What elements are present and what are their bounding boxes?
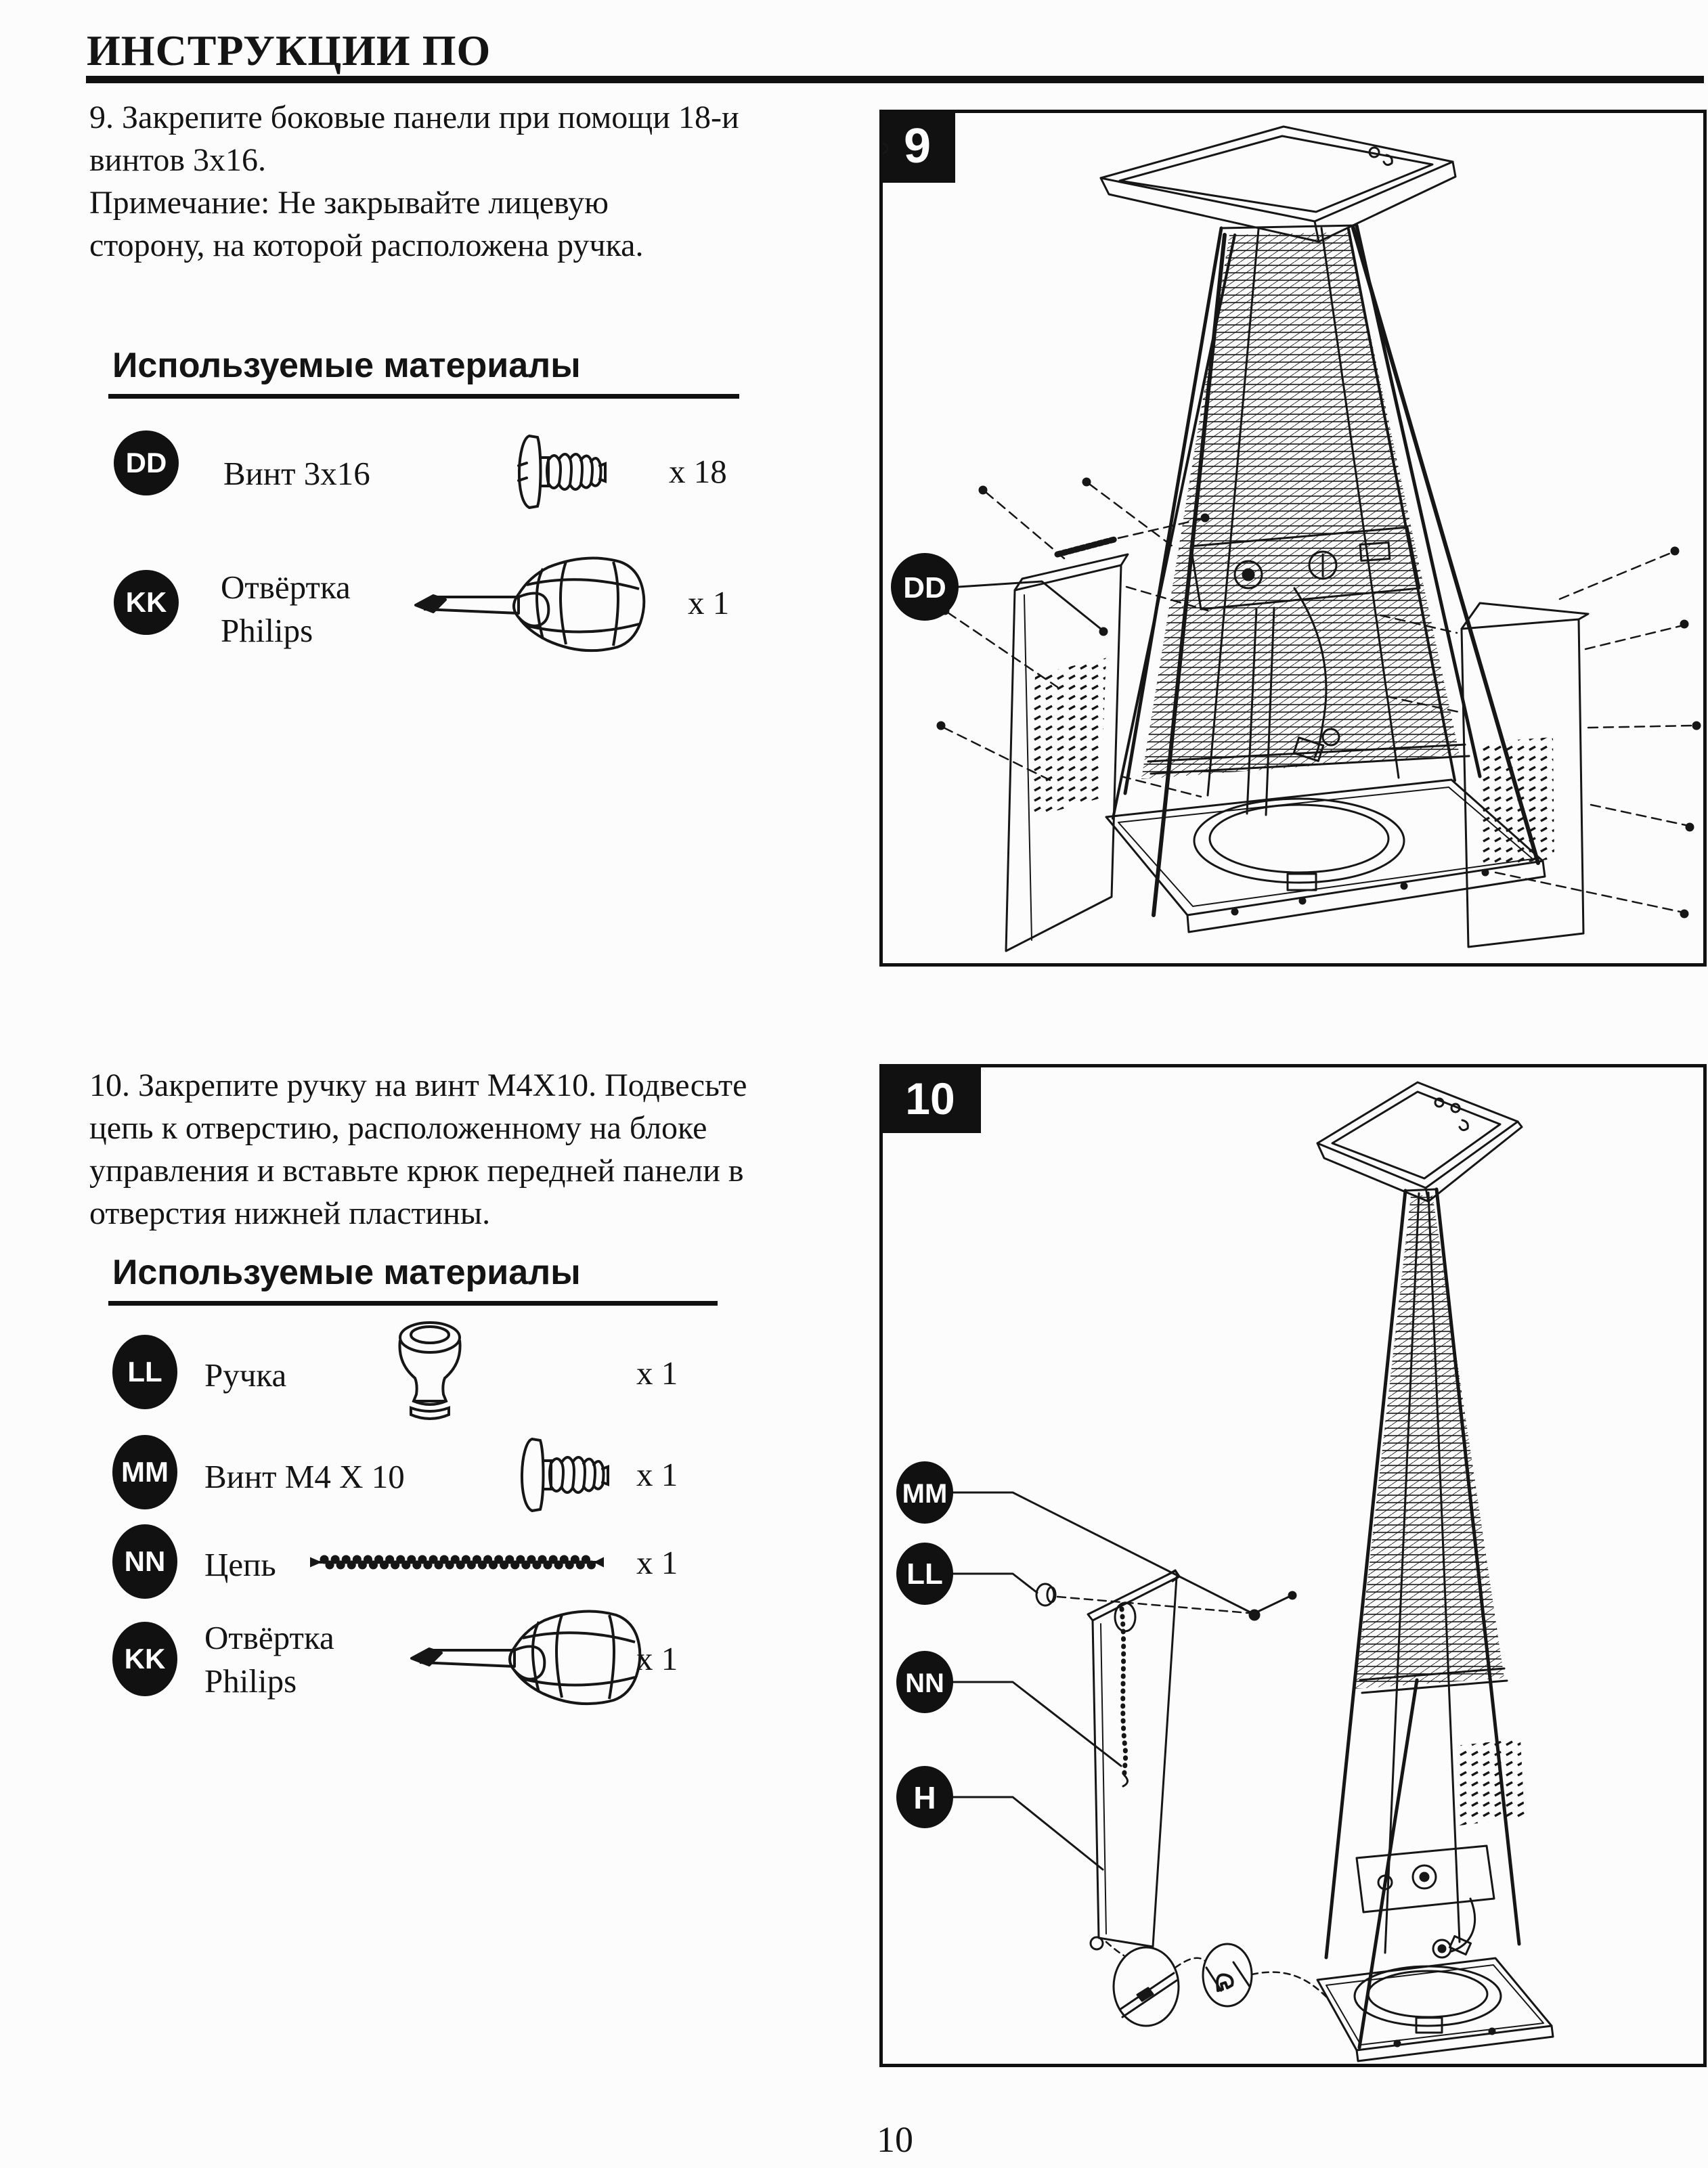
material-name: Винт М4 X 10 xyxy=(204,1458,405,1495)
part-label-h: H xyxy=(913,1780,936,1815)
material-qty: x 1 xyxy=(636,1456,678,1493)
part-badge-kk: KK xyxy=(114,570,179,635)
step9-instruction xyxy=(89,96,739,267)
step10-instruction xyxy=(89,1064,747,1235)
material-name: Винт 3x16 xyxy=(223,455,370,492)
part-badge-kk: KK xyxy=(112,1622,177,1696)
knob-icon xyxy=(379,1317,481,1425)
figure-10-number-tab: 10 xyxy=(879,1064,981,1133)
part-badge-nn: NN xyxy=(112,1524,177,1599)
figure-10-drawing xyxy=(883,1067,1703,2064)
step9-line: сторону, на которой расположена ручка. xyxy=(89,227,644,263)
step10-line: 10. Закрепите ручку на винт М4X10. Подвесьте xyxy=(89,1067,747,1103)
step10-line: отверстия нижней пластины. xyxy=(89,1195,491,1231)
step9-line: 9. Закрепите боковые панели при помощи 18-и xyxy=(89,99,739,135)
material-name xyxy=(204,1616,334,1703)
page-title: ИНСТРУКЦИИ ПО xyxy=(87,26,491,74)
material-name-line1: Отвёртка xyxy=(204,1619,334,1656)
part-label-ll: LL xyxy=(906,1557,943,1591)
material-qty: x 18 xyxy=(669,453,727,490)
material-qty: x 1 xyxy=(636,1544,678,1581)
chain-icon xyxy=(308,1549,606,1576)
materials-underline xyxy=(108,394,739,399)
figure-10 xyxy=(879,1064,1707,2067)
figure-9-number-tab: 9 xyxy=(879,110,955,183)
figure-9 xyxy=(879,110,1707,967)
step10-line: управления и вставьте крюк передней панели в xyxy=(89,1153,744,1189)
part-badge-mm: MM xyxy=(112,1435,177,1509)
part-label-nn: NN xyxy=(905,1668,944,1698)
page-number: 10 xyxy=(877,2119,913,2160)
screwdriver-icon xyxy=(410,547,654,662)
material-qty: x 1 xyxy=(636,1354,678,1392)
step9-line: Примечание: Не закрывайте лицевую xyxy=(89,185,609,221)
screw-icon xyxy=(506,430,615,513)
step9-line: винтов 3x16. xyxy=(89,142,267,178)
material-name-line2: Philips xyxy=(204,1662,297,1700)
screw-icon xyxy=(509,1434,617,1516)
part-label-dd: DD xyxy=(903,571,946,604)
part-badge-ll: LL xyxy=(112,1335,177,1409)
material-name: Ручка xyxy=(204,1356,287,1394)
screwdriver-icon xyxy=(406,1600,650,1715)
header-rule xyxy=(86,76,1704,83)
materials-underline xyxy=(108,1301,718,1306)
material-name xyxy=(221,566,351,652)
part-label-mm: MM xyxy=(902,1479,948,1509)
part-badge-dd: DD xyxy=(114,430,179,495)
materials-heading: Используемые материалы xyxy=(112,346,581,385)
material-qty: x 1 xyxy=(688,584,730,621)
material-name-line2: Philips xyxy=(221,612,313,649)
material-name: Цепь xyxy=(204,1546,276,1583)
figure-9-drawing xyxy=(883,113,1703,963)
step10-line: цепь к отверстию, расположенному на блоке xyxy=(89,1110,707,1146)
material-qty: x 1 xyxy=(636,1640,678,1677)
material-name-line1: Отвёртка xyxy=(221,569,351,606)
materials-heading: Используемые материалы xyxy=(112,1253,581,1292)
